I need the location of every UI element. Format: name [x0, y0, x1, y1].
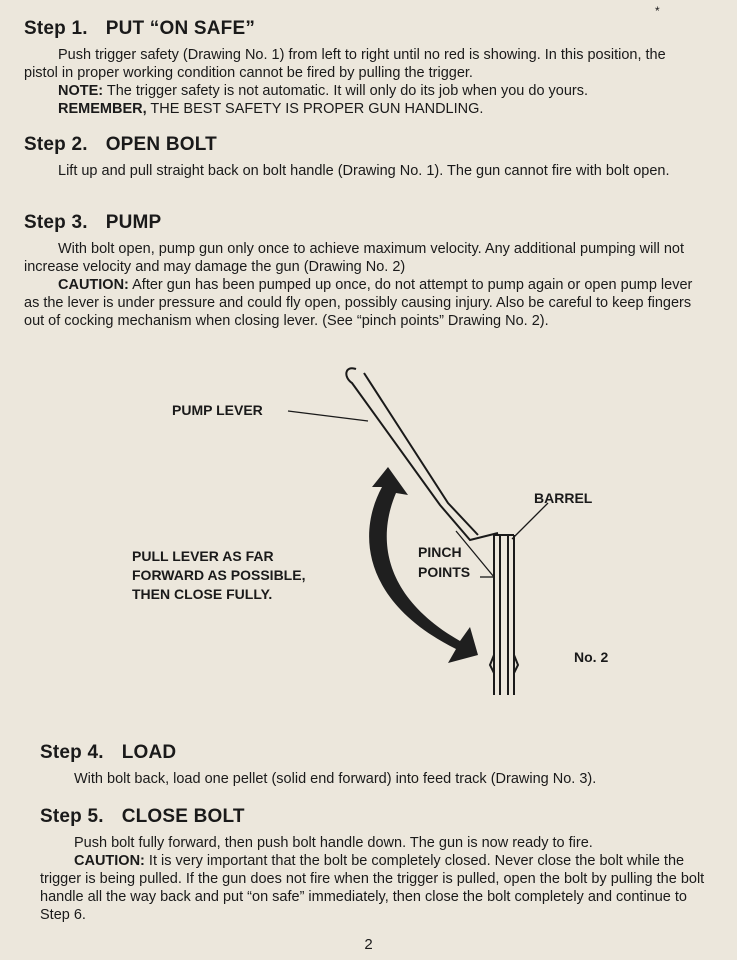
points-label: POINTS	[418, 564, 471, 580]
note-label: NOTE:	[58, 83, 104, 99]
step-3-section	[24, 212, 694, 330]
pump-lever-label: PUMP LEVER	[172, 402, 263, 418]
step-1-section	[24, 18, 694, 118]
step-5-heading	[40, 806, 710, 828]
step-3-number: Step 3.	[24, 212, 88, 233]
asterisk-mark: *	[655, 4, 660, 18]
drawing-no-2	[0, 355, 737, 735]
step-1-text: Push trigger safety (Drawing No. 1) from left to right until no red is showing. In this position, the pistol in proper working condition cannot be fired by pulling the trigger.	[24, 47, 666, 81]
caution-text-2: It is very important that the bolt be completely closed. Never close the bolt while the trigger is being pulled. If the gun does not fire when the trigger is pulled, open the bolt by pulling the bolt handle all the way back and put “on safe” immediately, then close the bolt completely and continue to Step 6.	[40, 853, 705, 923]
step-5-section	[40, 806, 710, 924]
caution-label: CAUTION:	[58, 277, 129, 293]
step-5-title: CLOSE BOLT	[121, 806, 245, 827]
instruction-line-2: FORWARD AS POSSIBLE,	[132, 567, 306, 583]
page-number: 2	[364, 936, 373, 953]
step-4-title: LOAD	[121, 742, 177, 763]
step-4-text: With bolt back, load one pellet (solid end forward) into feed track (Drawing No. 3).	[74, 771, 597, 787]
step-3-caution	[24, 276, 694, 330]
step-1-title: PUT “ON SAFE”	[105, 18, 256, 39]
step-1-heading	[24, 18, 694, 40]
step-3-title: PUMP	[105, 212, 162, 233]
step-2-section	[24, 134, 694, 180]
pinch-label: PINCH	[418, 544, 462, 560]
pump-lever-shape	[346, 368, 498, 540]
step-3-text: With bolt open, pump gun only once to achieve maximum velocity. Any additional pumping will not increase velocity and may damage the gun (Drawing No. 2)	[24, 241, 684, 275]
step-2-text: Lift up and pull straight back on bolt handle (Drawing No. 1). The gun cannot fire with bolt open.	[58, 163, 670, 179]
drawing-number-label: No. 2	[574, 649, 609, 665]
step-4-number: Step 4.	[40, 742, 104, 763]
barrel-shape	[490, 535, 518, 695]
caution-label-2: CAUTION:	[74, 853, 145, 869]
step-2-heading	[24, 134, 694, 156]
note-text: The trigger safety is not automatic. It will only do its job when you do yours.	[103, 83, 589, 99]
step-4-heading	[40, 742, 710, 764]
step-5-text: Push bolt fully forward, then push bolt handle down. The gun is now ready to fire.	[74, 835, 593, 851]
step-1-note	[24, 82, 694, 100]
step-1-remember	[24, 100, 694, 118]
step-1-number: Step 1.	[24, 18, 88, 39]
instruction-line-1: PULL LEVER AS FAR	[132, 548, 274, 564]
step-2-title: OPEN BOLT	[105, 134, 217, 155]
caution-text: After gun has been pumped up once, do not attempt to pump again or open pump lever as the lever is under pressure and could fly open, possibly causing injury. Also be careful to keep fingers out of cocking mechanism when closing lever. (See “pinch points” Drawing No. 2).	[24, 277, 693, 329]
step-3-heading	[24, 212, 694, 234]
step-2-number: Step 2.	[24, 134, 88, 155]
step-5-number: Step 5.	[40, 806, 104, 827]
remember-label: REMEMBER,	[58, 101, 147, 117]
instruction-line-3: THEN CLOSE FULLY.	[132, 586, 273, 602]
remember-text: THE BEST SAFETY IS PROPER GUN HANDLING.	[146, 101, 484, 117]
barrel-label: BARREL	[534, 490, 593, 506]
step-4-section	[40, 742, 710, 788]
step-5-caution	[40, 852, 710, 924]
